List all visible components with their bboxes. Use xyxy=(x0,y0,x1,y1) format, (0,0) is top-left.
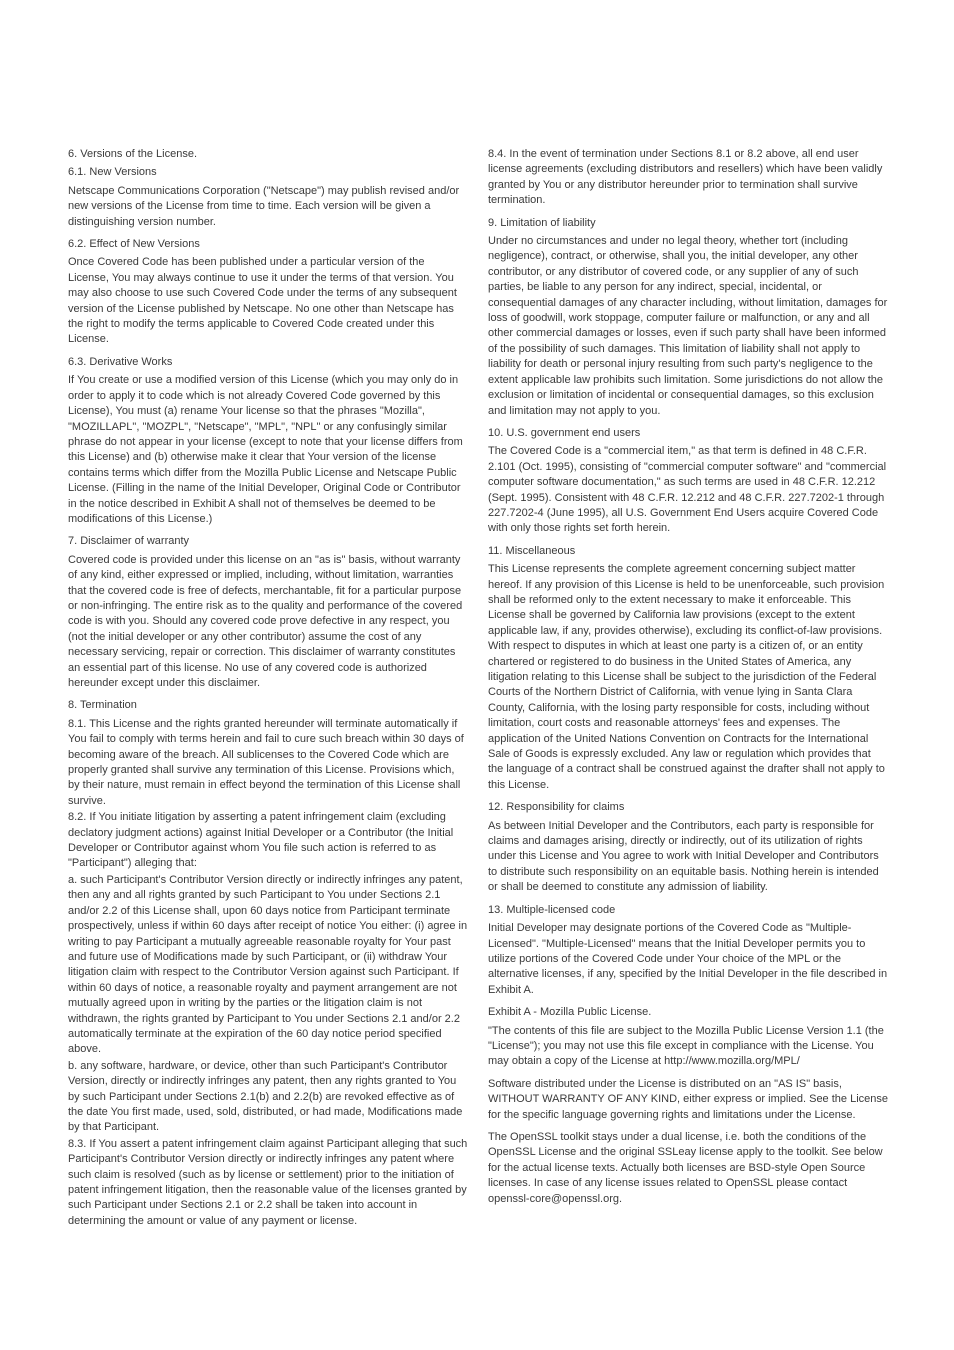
paragraph-netscape-communications-corporation-nets: Netscape Communications Corporation ("Netscape") may publish revised and/or new versions of the License from time to time. Each version will be given a distinguishing version number. xyxy=(68,184,460,228)
section-heading-8-termination: 8. Termination xyxy=(68,699,137,712)
paragraph-a-such-participant-s-contributor-version: a. such Participant's Contributor Version directly or indirectly infringes any patent, then any and all rights granted by such Participant to You under Sections 2.1 and/or 2.2 of this License shall, upon 60 days notice from Participant terminate prospectively, unless if within 60 days after receipt of notice You either: (i) agree in writing to pay Participant a mutually agreeable reasonable royalty for Your past and future use of Modifications made by such Participant, or (ii) withdraw Your litigation claim with respect to the Contributor Version against such Participant. If within 60 days of notice, a reasonable royalty and payment arrangement are not mutually agreed upon in writing by the parties or the litigation claim is not withdrawn, the rights granted by Participant to You under Sections 2.1 and/or 2.2 automatically terminate at the expiration of the 60 day notice period specified above. xyxy=(68,873,468,1056)
section-heading-6-versions-of-the-license: 6. Versions of the License. xyxy=(68,148,198,160)
section-heading-exhibit-a-mozilla-public-license: Exhibit A - Mozilla Public License. xyxy=(488,1006,652,1019)
section-heading-12-responsibility-for-claims: 12. Responsibility for claims xyxy=(488,801,625,814)
section-heading-6-2-effect-of-new-versions: 6.2. Effect of New Versions xyxy=(68,238,200,251)
paragraph-the-contents-of-this-file-are-subject-to: "The contents of this file are subject to the Mozilla Public License Version 1.1 (the "License"); you may not use this file except in compliance with the License. You may obtain a copy of the License at http://www.mozilla.org/MPL/ xyxy=(488,1024,884,1068)
paragraph-initial-developer-may-designate-portions: Initial Developer may designate portions of the Covered Code as "Multiple-Licensed". "Multiple-Licensed" means that the Initial Developer permits you to utilize portions of the Covered Code under Your choice of the MPL or the alternative licenses, if any, specified by the Initial Developer in the file described in Exhibit A. xyxy=(488,922,888,996)
paragraph-if-you-create-or-use-a-modified-version-: If You create or use a modified version of this License (which you may only do in order to apply it to code which is not already Covered Code governed by this License), You must (a) rename Your license so that the phrases "Mozilla", "MOZILLAPL", "MOZPL", "Netscape", "MPL", "NPL" or any confusingly similar phrase do not appear in your license (except to note that your license differs from this License) and (b) otherwise make it clear that Your version of the license contains terms which differ from the Mozilla Public License and Netscape Public License. (Filling in the name of the Initial Developer, Original Code or Contributor in the notice described in Exhibit A shall not of themselves be deemed to be modifications of this License.) xyxy=(68,374,463,525)
section-heading-6-3-derivative-works: 6.3. Derivative Works xyxy=(68,355,173,368)
section-heading-6-1-new-versions: 6.1. New Versions xyxy=(68,166,157,179)
paragraph-8-1-this-license-and-the-rights-granted-: 8.1. This License and the rights granted hereunder will terminate automatically if You fail to comply with terms herein and fail to cure such breach within 30 days of becoming aware of the breach. All sublicenses to the Covered Code which are properly granted shall survive any termination of this License. Provisions which, by their nature, must remain in effect beyond the termination of this License shall survive. xyxy=(68,717,464,807)
paragraph-this-license-represents-the-complete-agr: This License represents the complete agreement concerning subject matter hereof. If any provision of this License is held to be unenforceable, such provision shall be reformed only to the extent necessary to make it enforceable. This License shall be governed by California law provisions (except to the extent applicable law, if any, provides otherwise), excluding its conflict-of-law provisions. With respect to disputes in which at least one party is a citizen of, or an entity chartered or registered to do business in the United States of America, any litigation relating to this License shall be subject to the jurisdiction of the Federal Courts of the Northern District of California, with venue lying in Santa Clara County, California, with the losing party responsible for costs, including without limitation, court costs and reasonable attorneys' fees and expenses. The application of the United Nations Convention on Contracts for the International Sale of Goods is expressly excluded. Any law or regulation which provides that the language of a contract shall be construed against the drafter shall not apply to this License. xyxy=(488,563,885,791)
paragraph-the-covered-code-is-a-commercial-item-as: The Covered Code is a "commercial item," as that term is defined in 48 C.F.R. 2.101 (Oct. 1995), consisting of "commercial computer software" and "commercial computer software documentation," as such terms are used in 48 C.F.R. 12.212 (Sept. 1995). Consistent with 48 C.F.R. 12.212 and 48 C.F.R. 227.7202-1 through 227.7202-4 (June 1995), all U.S. Government End Users acquire Covered Code with only those rights set forth herein. xyxy=(488,445,887,535)
section-heading-9-limitation-of-liability: 9. Limitation of liability xyxy=(488,216,596,229)
paragraph-once-covered-code-has-been-published-und: Once Covered Code has been published under a particular version of the License, You may always continue to use it under the terms of that version. You may also choose to use such Covered Code under the terms of any subsequent version of the License published by Netscape. No one other than Netscape has the right to modify the terms applicable to Covered Code created under this License. xyxy=(68,256,457,346)
paragraph-covered-code-is-provided-under-this-lice: Covered code is provided under this license on an "as is" basis, without warranty of any kind, either expressed or implied, including, without limitation, warranties that the covered code is free of defects, merchantable, fit for a particular purpose or non-infringing. The entire risk as to the quality and performance of the covered code is with you. Should any covered code prove defective in any respect, you (not the initial developer or any other contributor) assume the cost of any necessary servicing, repair or correction. This disclaimer of warranty constitutes an essential part of this license. No use of any covered code is authorized hereunder except under this disclaimer. xyxy=(68,553,463,689)
right-column xyxy=(488,147,888,1214)
section-heading-11-miscellaneous: 11. Miscellaneous xyxy=(488,544,576,557)
left-column xyxy=(68,147,468,1230)
paragraph-8-4-in-the-event-of-termination-under-se: 8.4. In the event of termination under Sections 8.1 or 8.2 above, all end user license agreements (excluding distributors and resellers) which have been validly granted by You or any distributor hereunder prior to termination shall survive termination. xyxy=(488,148,883,207)
paragraph-software-distributed-under-the-license-i: Software distributed under the License is distributed on an "AS IS" basis, WITHOUT WARRANTY OF ANY KIND, either express or implied. See the License for the specific language governing rights and limitations under the License. xyxy=(488,1077,888,1121)
paragraph-8-2-if-you-initiate-litigation-by-assert: 8.2. If You initiate litigation by asserting a patent infringement claim (excluding declatory judgment actions) against Initial Developer or a Contributor (the Initial Developer or Contributor against whom You file such action is referred to as "Participant") alleging that: xyxy=(68,811,454,870)
section-heading-7-disclaimer-of-warranty: 7. Disclaimer of warranty xyxy=(68,535,190,548)
paragraph-the-openssl-toolkit-stays-under-a-dual-l: The OpenSSL toolkit stays under a dual license, i.e. both the conditions of the OpenSSL License and the original SSLeay license apply to the toolkit. See below for the actual license texts. Actually both licenses are BSD-style Open Source licenses. In case of any license issues related to OpenSSL please contact openssl-core@openssl.org. xyxy=(488,1130,883,1205)
paragraph-8-3-if-you-assert-a-patent-infringement-: 8.3. If You assert a patent infringement claim against Participant alleging that such Participant's Contributor Version directly or indirectly infringes any patent where such claim is resolved (such as by license or settlement) prior to the initiation of patent infringement litigation, then the reasonable value of the licenses granted by such Participant under Sections 2.1 or 2.2 shall be taken into account in determining the amount or value of any payment or license. xyxy=(68,1137,468,1227)
section-heading-13-multiple-licensed-code: 13. Multiple-licensed code xyxy=(488,903,616,916)
section-heading-10-u-s-government-end-users: 10. U.S. government end users xyxy=(488,426,641,439)
paragraph-as-between-initial-developer-and-the-con: As between Initial Developer and the Contributors, each party is responsible for claims and damages arising, directly or indirectly, out of its utilization of rights under this License and You agree to work with Initial Developer and Contributors to distribute such responsibility on an equitable basis. Nothing herein is intended or shall be deemed to constitute any admission of liability. xyxy=(488,819,879,894)
paragraph-b-any-software-hardware-or-device-other-: b. any software, hardware, or device, other than such Participant's Contributor Version, directly or indirectly infringes any patent, then any rights granted to You by such Participant under Sections 2.1(b) and 2.2(b) are revoked effective as of the date You first made, used, sold, distributed, or had made, Modifications made by that Participant. xyxy=(68,1059,463,1134)
paragraph-under-no-circumstances-and-under-no-lega: Under no circumstances and under no legal theory, whether tort (including negligence), contract, or otherwise, shall you, the initial developer, any other contributor, or any distributor of covered code, or any supplier of any of such parties, be liable to any person for any indirect, special, incidental, or consequential damages of any character including, without limitation, damages for loss of goodwill, work stoppage, computer failure or malfunction, or any and all other commercial damages or losses, even if such party shall have been informed of the possibility of such damages. This limitation of liability shall not apply to liability for death or personal injury resulting from such party's negligence to the extent applicable law prohibits such limitation. Some jurisdictions do not allow the exclusion or limitation of incidental or consequential damages, so this exclusion and limitation may not apply to you. xyxy=(488,235,888,417)
